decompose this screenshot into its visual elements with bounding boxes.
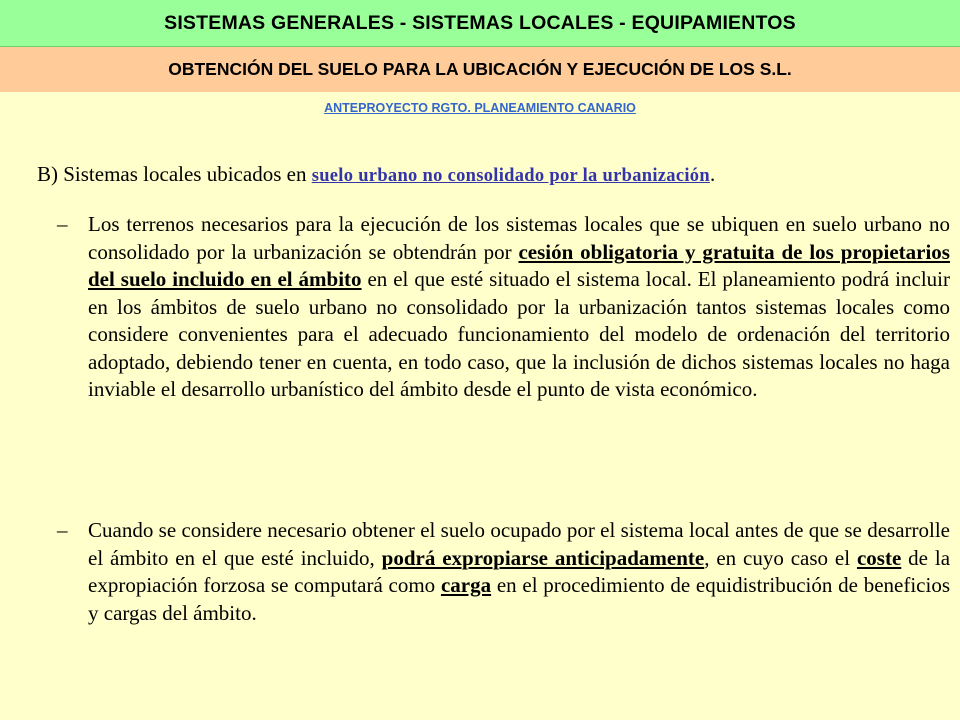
bullet-text-part: en el que esté situado el sistema local. El planeamiento podrá incluir en los ámbitos de suelo urbano no consolidado por la urbanización tantos sistemas locales como considere convenientes para el adecuado funcionamiento del modelo de ordenación del territorio adoptado, debiendo tener en cuenta, en todo caso, que la inclusión de dichos sistemas locales no haga inviable el desarrollo urbanístico del ámbito desde el punto de vista económico.: [88, 267, 951, 401]
page-title: SISTEMAS GENERALES - SISTEMAS LOCALES - EQUIPAMIENTOS: [0, 0, 960, 47]
bullet-text: [88, 211, 950, 404]
bullet-dash: –: [57, 518, 68, 542]
bullet-text-part: Cuando se considere necesario obtener el suelo ocupado por el sistema local antes de que se desarrolle el ámbito en el que esté incluido,: [88, 518, 950, 570]
bullet-item: [57, 517, 950, 627]
bullet-emphasis: cesión obligatoria y gratuita de los propietarios del suelo incluido en el ámbito: [88, 239, 950, 291]
suelo-urbano-link[interactable]: suelo urbano no consolidado por la urbanización: [311, 166, 710, 186]
bullet-text-part: de la expropiación forzosa se computará como: [88, 545, 951, 597]
bullet-item: [57, 211, 950, 404]
reference-link[interactable]: ANTEPROYECTO RGTO. PLANEAMIENTO CANARIO: [324, 101, 636, 115]
bullet-text: [88, 517, 950, 627]
section-b-suffix: .: [709, 162, 716, 186]
bullet-emphasis: carga: [440, 573, 492, 597]
bullet-text-part: Los terrenos necesarios para la ejecución de los sistemas locales que se ubiquen en suelo urbano no consolidado por la urbanización se obtendrán por: [88, 212, 950, 264]
bullet-emphasis: coste: [856, 545, 902, 570]
bullet-emphasis: podrá expropiarse anticipadamente: [381, 545, 705, 570]
bullet-text-part: en el procedimiento de equidistribución de beneficios y cargas del ámbito.: [88, 573, 951, 625]
bullet-dash: –: [57, 212, 68, 236]
page-subtitle: OBTENCIÓN DEL SUELO PARA LA UBICACIÓN Y EJECUCIÓN DE LOS S.L.: [0, 47, 960, 92]
bullet-text-part: , en cuyo caso el: [704, 545, 857, 570]
reference-link-row: [0, 101, 960, 115]
section-b-heading: [37, 162, 715, 187]
section-b-prefix: B) Sistemas locales ubicados en: [37, 162, 312, 186]
